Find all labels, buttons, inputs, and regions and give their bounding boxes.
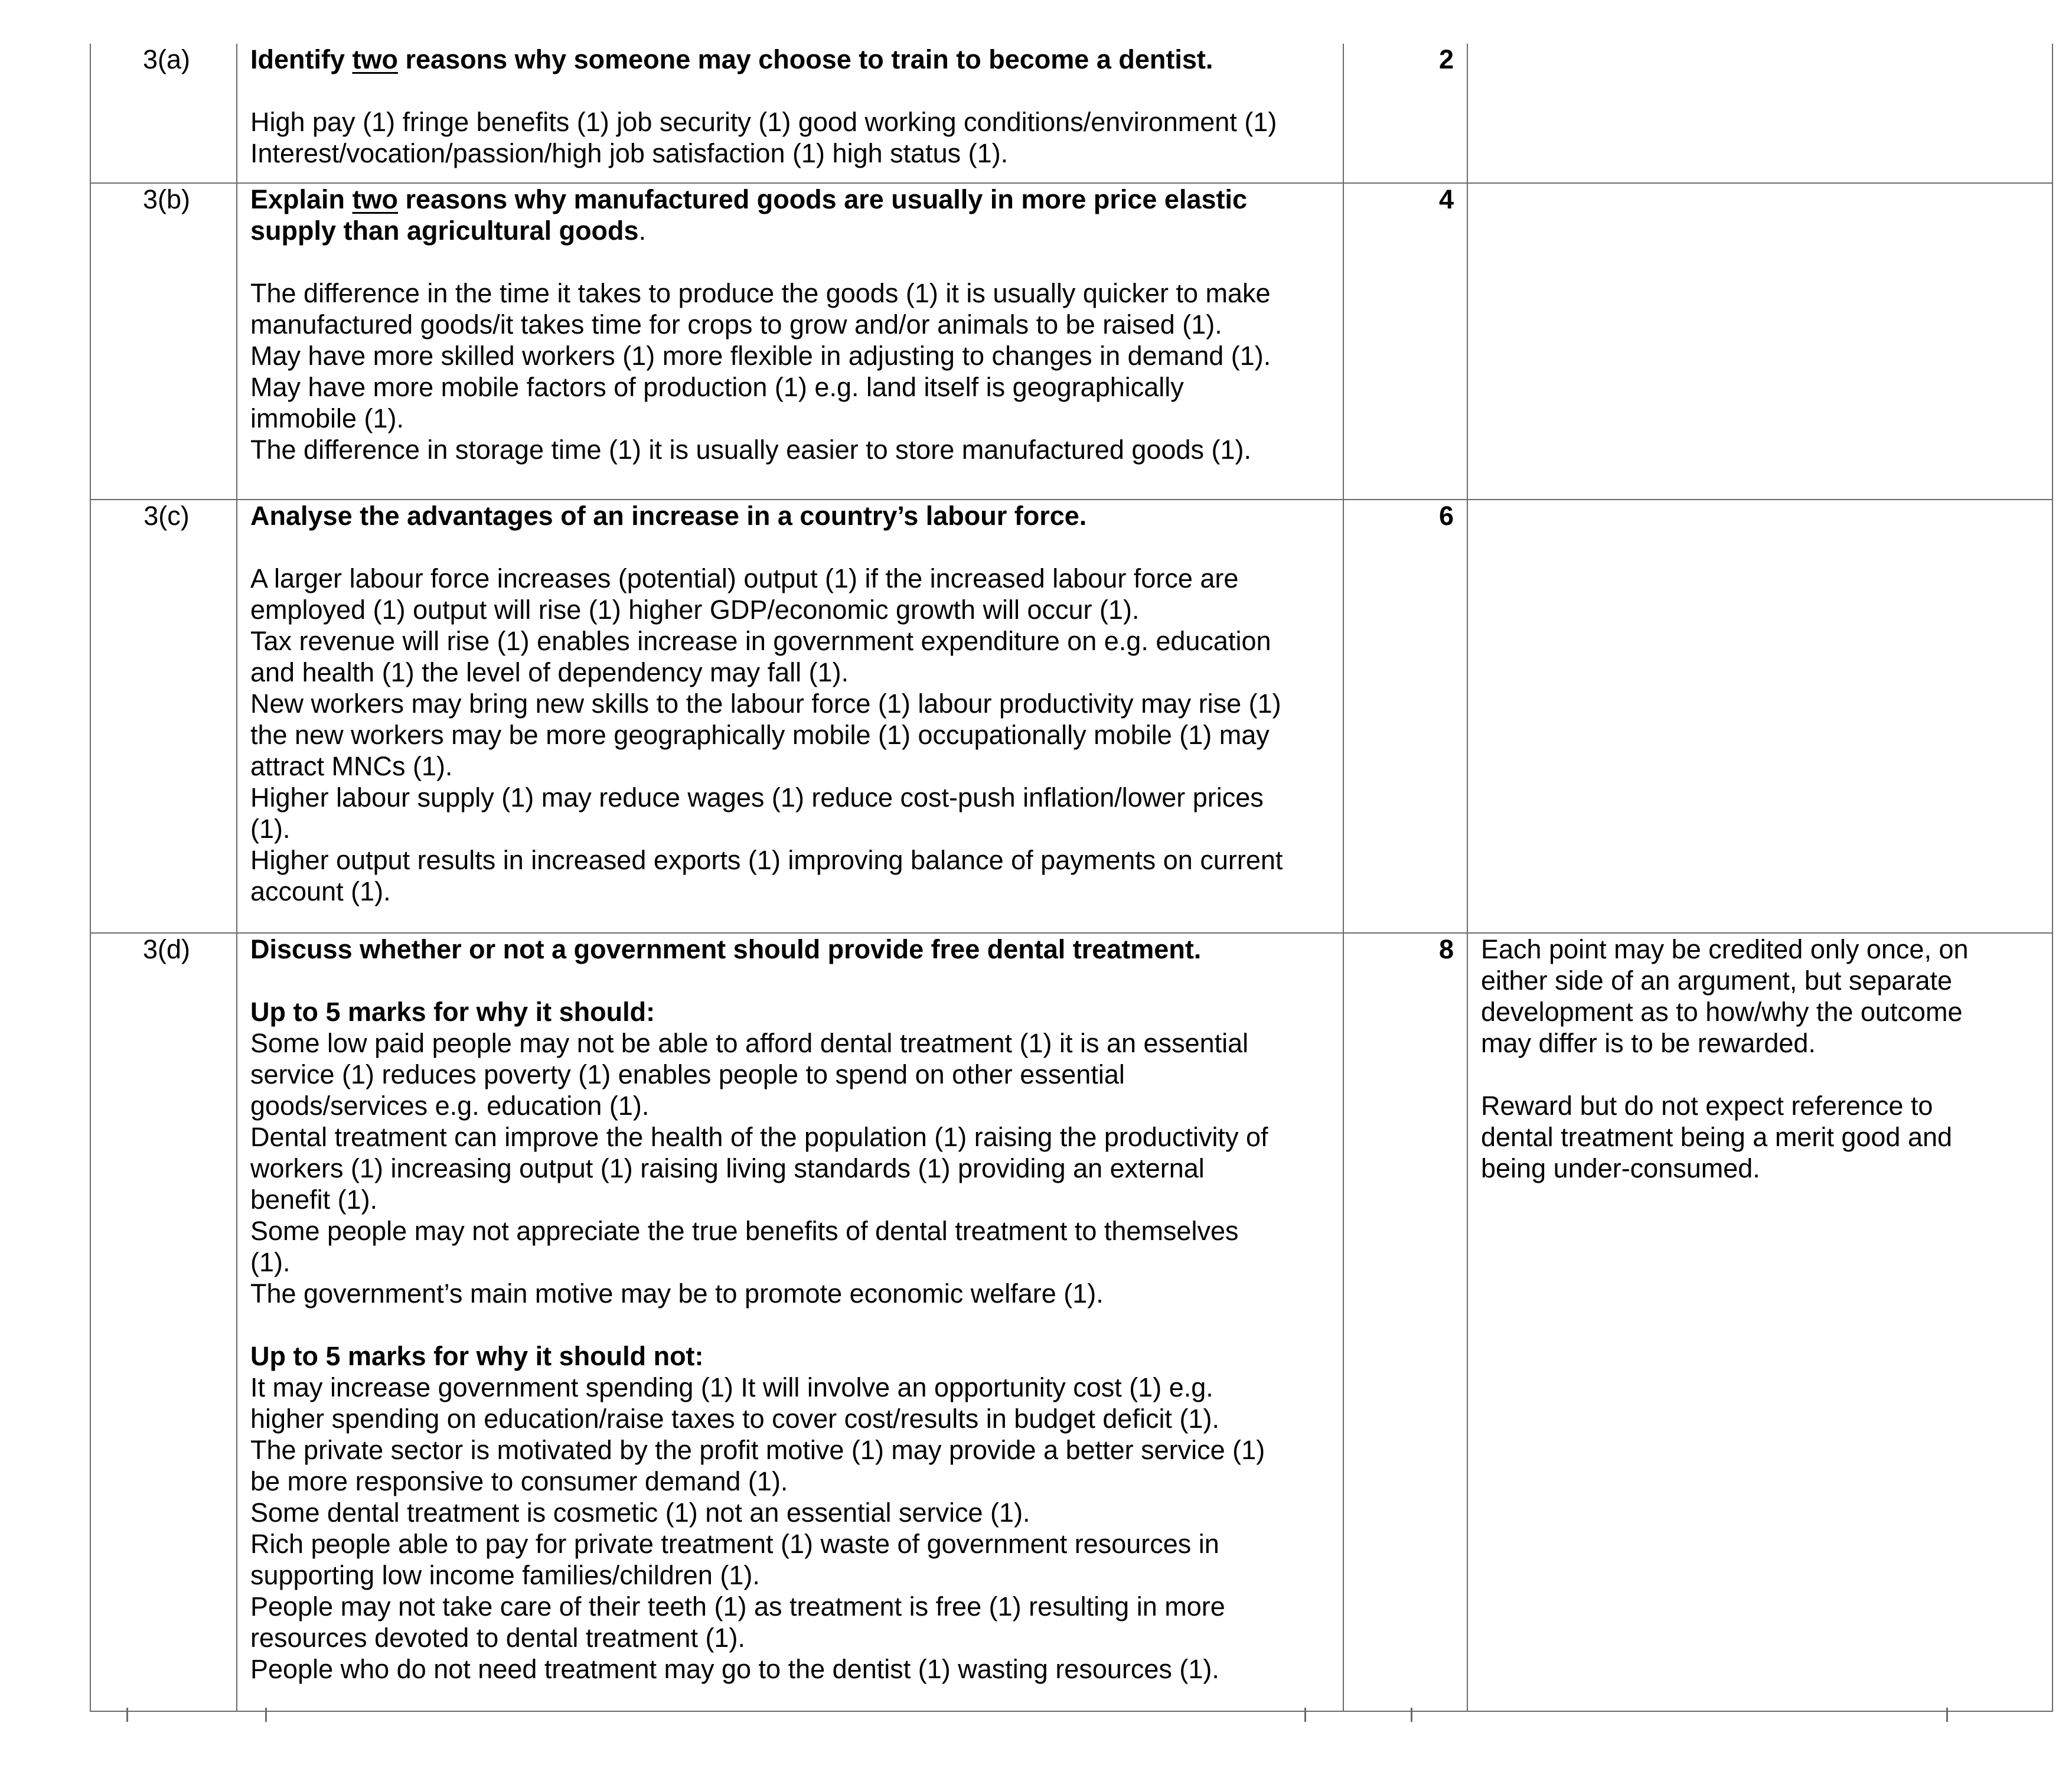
question-text-part: Explain bbox=[250, 184, 353, 214]
table-tick-mark bbox=[1411, 1708, 1412, 1722]
marks-cell bbox=[1343, 183, 1467, 500]
answer-cell bbox=[237, 183, 1343, 500]
marks-value: 2 bbox=[1438, 44, 1454, 74]
against-heading: Up to 5 marks for why it should not: bbox=[250, 1341, 704, 1371]
answer-line: immobile (1). bbox=[250, 403, 404, 433]
answer-line: manufactured goods/it takes time for crops to grow and/or animals to be raised (1). bbox=[250, 309, 1222, 340]
question-text: Analyse the advantages of an increase in a country’s labour force. bbox=[250, 501, 1087, 531]
answer-line: resources devoted to dental treatment (1). bbox=[250, 1623, 745, 1653]
answer-line: benefit (1). bbox=[250, 1185, 378, 1215]
question-text-line2 bbox=[250, 215, 1331, 246]
question-text bbox=[250, 44, 1331, 75]
answer-line: A larger labour force increases (potential) output (1) if the increased labour force are bbox=[250, 563, 1239, 593]
answer-line: People may not take care of their teeth (1) as treatment is free (1) resulting in more bbox=[250, 1591, 1225, 1622]
answer-line: service (1) reduces poverty (1) enables people to spend on other essential bbox=[250, 1059, 1125, 1089]
answer-line: Interest/vocation/passion/high job satisfaction (1) high status (1). bbox=[250, 138, 1009, 168]
mark-scheme-table bbox=[90, 44, 2053, 1712]
question-text-part: reasons why manufactured goods are usually in more price elastic bbox=[398, 184, 1248, 214]
answer-line: (1). bbox=[250, 1247, 291, 1277]
answer-line: (1). bbox=[250, 814, 291, 844]
answer-line: Dental treatment can improve the health of the population (1) raising the productivity of bbox=[250, 1122, 1268, 1152]
table-row bbox=[90, 44, 2053, 183]
question-id-cell bbox=[90, 183, 237, 500]
answer-line: workers (1) increasing output (1) raising living standards (1) providing an external bbox=[250, 1153, 1205, 1183]
answer-line: account (1). bbox=[250, 876, 391, 906]
answer-line: Some dental treatment is cosmetic (1) not an essential service (1). bbox=[250, 1498, 1030, 1528]
question-id: 3(b) bbox=[142, 184, 191, 214]
answer-line: High pay (1) fringe benefits (1) job security (1) good working conditions/environment (1) bbox=[250, 107, 1277, 137]
guidance-cell bbox=[1467, 933, 2053, 1711]
marks-cell bbox=[1343, 500, 1467, 933]
table-tick-mark bbox=[1304, 1708, 1306, 1722]
answer-cell bbox=[237, 500, 1343, 933]
guidance-line: dental treatment being a merit good and bbox=[1481, 1122, 1953, 1152]
answer-line: Tax revenue will rise (1) enables increase in government expenditure on e.g. education bbox=[250, 626, 1271, 656]
marks-value: 8 bbox=[1438, 934, 1454, 964]
answer-line: attract MNCs (1). bbox=[250, 751, 453, 781]
question-id: 3(c) bbox=[143, 501, 190, 531]
table-row bbox=[90, 933, 2053, 1711]
guidance-cell bbox=[1467, 183, 2053, 500]
answer-line: The private sector is motivated by the profit motive (1) may provide a better service (1) bbox=[250, 1435, 1265, 1465]
marks-value: 4 bbox=[1438, 184, 1454, 214]
answer-line: be more responsive to consumer demand (1). bbox=[250, 1466, 788, 1496]
marks-value: 6 bbox=[1438, 501, 1454, 531]
question-text-part: supply than agricultural goods bbox=[250, 216, 639, 246]
answer-line: Some low paid people may not be able to afford dental treatment (1) it is an essential bbox=[250, 1028, 1249, 1058]
answer-line: May have more mobile factors of production (1) e.g. land itself is geographically bbox=[250, 372, 1184, 402]
answer-line: May have more skilled workers (1) more flexible in adjusting to changes in demand (1). bbox=[250, 341, 1271, 371]
question-id-cell bbox=[90, 44, 237, 183]
answer-line: employed (1) output will rise (1) higher GDP/economic growth will occur (1). bbox=[250, 595, 1140, 625]
answer-line: Some people may not appreciate the true benefits of dental treatment to themselves bbox=[250, 1216, 1239, 1246]
question-text: Discuss whether or not a government should provide free dental treatment. bbox=[250, 934, 1202, 964]
table-tick-mark bbox=[265, 1708, 267, 1722]
question-id-cell bbox=[90, 500, 237, 933]
question-text-part: . bbox=[638, 216, 647, 246]
question-text bbox=[250, 184, 1331, 215]
guidance-line: either side of an argument, but separate bbox=[1481, 965, 1953, 996]
question-text-part: Identify bbox=[250, 44, 353, 74]
guidance-line: development as to how/why the outcome bbox=[1481, 997, 1963, 1027]
for-heading: Up to 5 marks for why it should: bbox=[250, 997, 655, 1027]
answer-line: It may increase government spending (1) It will involve an opportunity cost (1) e.g. bbox=[250, 1372, 1213, 1402]
guidance-line: being under-consumed. bbox=[1481, 1153, 1760, 1183]
question-id-cell bbox=[90, 933, 237, 1711]
answer-cell bbox=[237, 44, 1343, 183]
answer-line: People who do not need treatment may go to the dentist (1) wasting resources (1). bbox=[250, 1654, 1219, 1684]
answer-line: Higher labour supply (1) may reduce wages (1) reduce cost-push inflation/lower prices bbox=[250, 782, 1264, 813]
guidance-cell bbox=[1467, 500, 2053, 933]
answer-line: Rich people able to pay for private treatment (1) waste of government resources in bbox=[250, 1529, 1219, 1559]
guidance-line: Each point may be credited only once, on bbox=[1481, 934, 1969, 964]
answer-line: and health (1) the level of dependency may fall (1). bbox=[250, 657, 849, 687]
answer-line: goods/services e.g. education (1). bbox=[250, 1091, 650, 1121]
answer-line: The difference in storage time (1) it is usually easier to store manufactured goods (1). bbox=[250, 435, 1251, 465]
table-tick-mark bbox=[1946, 1708, 1948, 1722]
answer-line: Higher output results in increased exports (1) improving balance of payments on current bbox=[250, 845, 1283, 875]
answer-line: supporting low income families/children (1). bbox=[250, 1560, 760, 1590]
answer-line: New workers may bring new skills to the labour force (1) labour productivity may rise (1) bbox=[250, 689, 1281, 719]
question-id: 3(d) bbox=[142, 934, 191, 964]
guidance-line: may differ is to be rewarded. bbox=[1481, 1028, 1816, 1058]
table-row bbox=[90, 500, 2053, 933]
guidance-cell bbox=[1467, 44, 2053, 183]
question-id: 3(a) bbox=[142, 44, 191, 74]
question-text-underlined: two bbox=[352, 184, 399, 214]
answer-line: higher spending on education/raise taxes to cover cost/results in budget deficit (1). bbox=[250, 1404, 1219, 1434]
answer-cell bbox=[237, 933, 1343, 1711]
marks-cell bbox=[1343, 44, 1467, 183]
table-tick-mark bbox=[126, 1708, 128, 1722]
marks-cell bbox=[1343, 933, 1467, 1711]
question-text-underlined: two bbox=[352, 44, 398, 74]
answer-line: the new workers may be more geographically mobile (1) occupationally mobile (1) may bbox=[250, 720, 1270, 750]
table-row bbox=[90, 183, 2053, 500]
answer-line: The difference in the time it takes to produce the goods (1) it is usually quicker to make bbox=[250, 278, 1271, 308]
answer-line: The government’s main motive may be to promote economic welfare (1). bbox=[250, 1278, 1104, 1309]
question-text-part: reasons why someone may choose to train to become a dentist. bbox=[398, 44, 1213, 74]
guidance-line: Reward but do not expect reference to bbox=[1481, 1091, 1933, 1121]
